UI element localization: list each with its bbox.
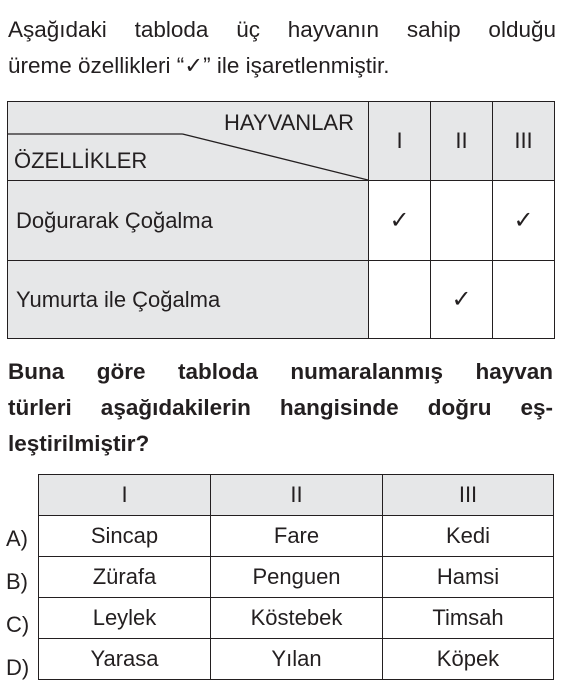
answer-options-table: [38, 474, 554, 680]
check-mark-cell: ✓: [369, 181, 431, 261]
header-animals-label: HAYVANLAR: [223, 110, 354, 135]
option-row-b[interactable]: [39, 557, 554, 598]
option-cell: Kedi: [383, 516, 554, 557]
option-row-a[interactable]: [39, 516, 554, 557]
features-table: [7, 101, 555, 339]
answer-column-header-3: III: [383, 475, 554, 516]
check-mark-cell: ✓: [431, 261, 493, 339]
question-text: [8, 354, 553, 462]
feature-row-live-birth: [8, 181, 555, 261]
check-mark-cell: [431, 181, 493, 261]
option-cell: Köpek: [383, 639, 554, 680]
feature-label: Doğurarak Çoğalma: [8, 181, 369, 261]
question-line-1: Buna göre tabloda numaralanmış hayvan: [8, 359, 553, 384]
feature-label: Yumurta ile Çoğalma: [8, 261, 369, 339]
option-letter-c[interactable]: C): [6, 612, 30, 637]
option-cell: Leylek: [39, 598, 211, 639]
option-cell: Yılan: [211, 639, 383, 680]
features-table-header-row: [8, 102, 555, 181]
check-mark-cell: ✓: [493, 181, 555, 261]
option-cell: Hamsi: [383, 557, 554, 598]
option-letter-d[interactable]: D): [6, 655, 30, 680]
column-header-3: III: [493, 102, 555, 181]
option-cell: Köstebek: [211, 598, 383, 639]
answer-column-header-1: I: [39, 475, 211, 516]
option-letter-b[interactable]: B): [6, 569, 28, 594]
intro-text: [8, 12, 556, 84]
intro-line-1: Aşağıdaki tabloda üç hayvanın sahip olduğu: [8, 17, 556, 42]
column-header-1: I: [369, 102, 431, 181]
question-line-3: leştirilmiştir?: [8, 431, 150, 456]
option-cell: Zürafa: [39, 557, 211, 598]
header-features-label: ÖZELLİKLER: [14, 148, 148, 173]
option-cell: Penguen: [211, 557, 383, 598]
option-cell: Sincap: [39, 516, 211, 557]
column-header-2: II: [431, 102, 493, 181]
option-row-d[interactable]: [39, 639, 554, 680]
intro-line-2: üreme özellikleri “✓” ile işaretlenmiştir.: [8, 53, 390, 78]
check-mark-cell: [493, 261, 555, 339]
option-cell: Timsah: [383, 598, 554, 639]
option-cell: Fare: [211, 516, 383, 557]
diagonal-header-cell: [8, 102, 369, 181]
option-letters: [6, 517, 40, 689]
question-line-2: türleri aşağıdakilerin hangisinde doğru eş-: [8, 395, 553, 420]
option-letter-a[interactable]: A): [6, 526, 28, 551]
option-cell: Yarasa: [39, 639, 211, 680]
option-row-c[interactable]: [39, 598, 554, 639]
check-mark-cell: [369, 261, 431, 339]
feature-row-egg-laying: [8, 261, 555, 339]
answer-table-header-row: [39, 475, 554, 516]
answer-column-header-2: II: [211, 475, 383, 516]
